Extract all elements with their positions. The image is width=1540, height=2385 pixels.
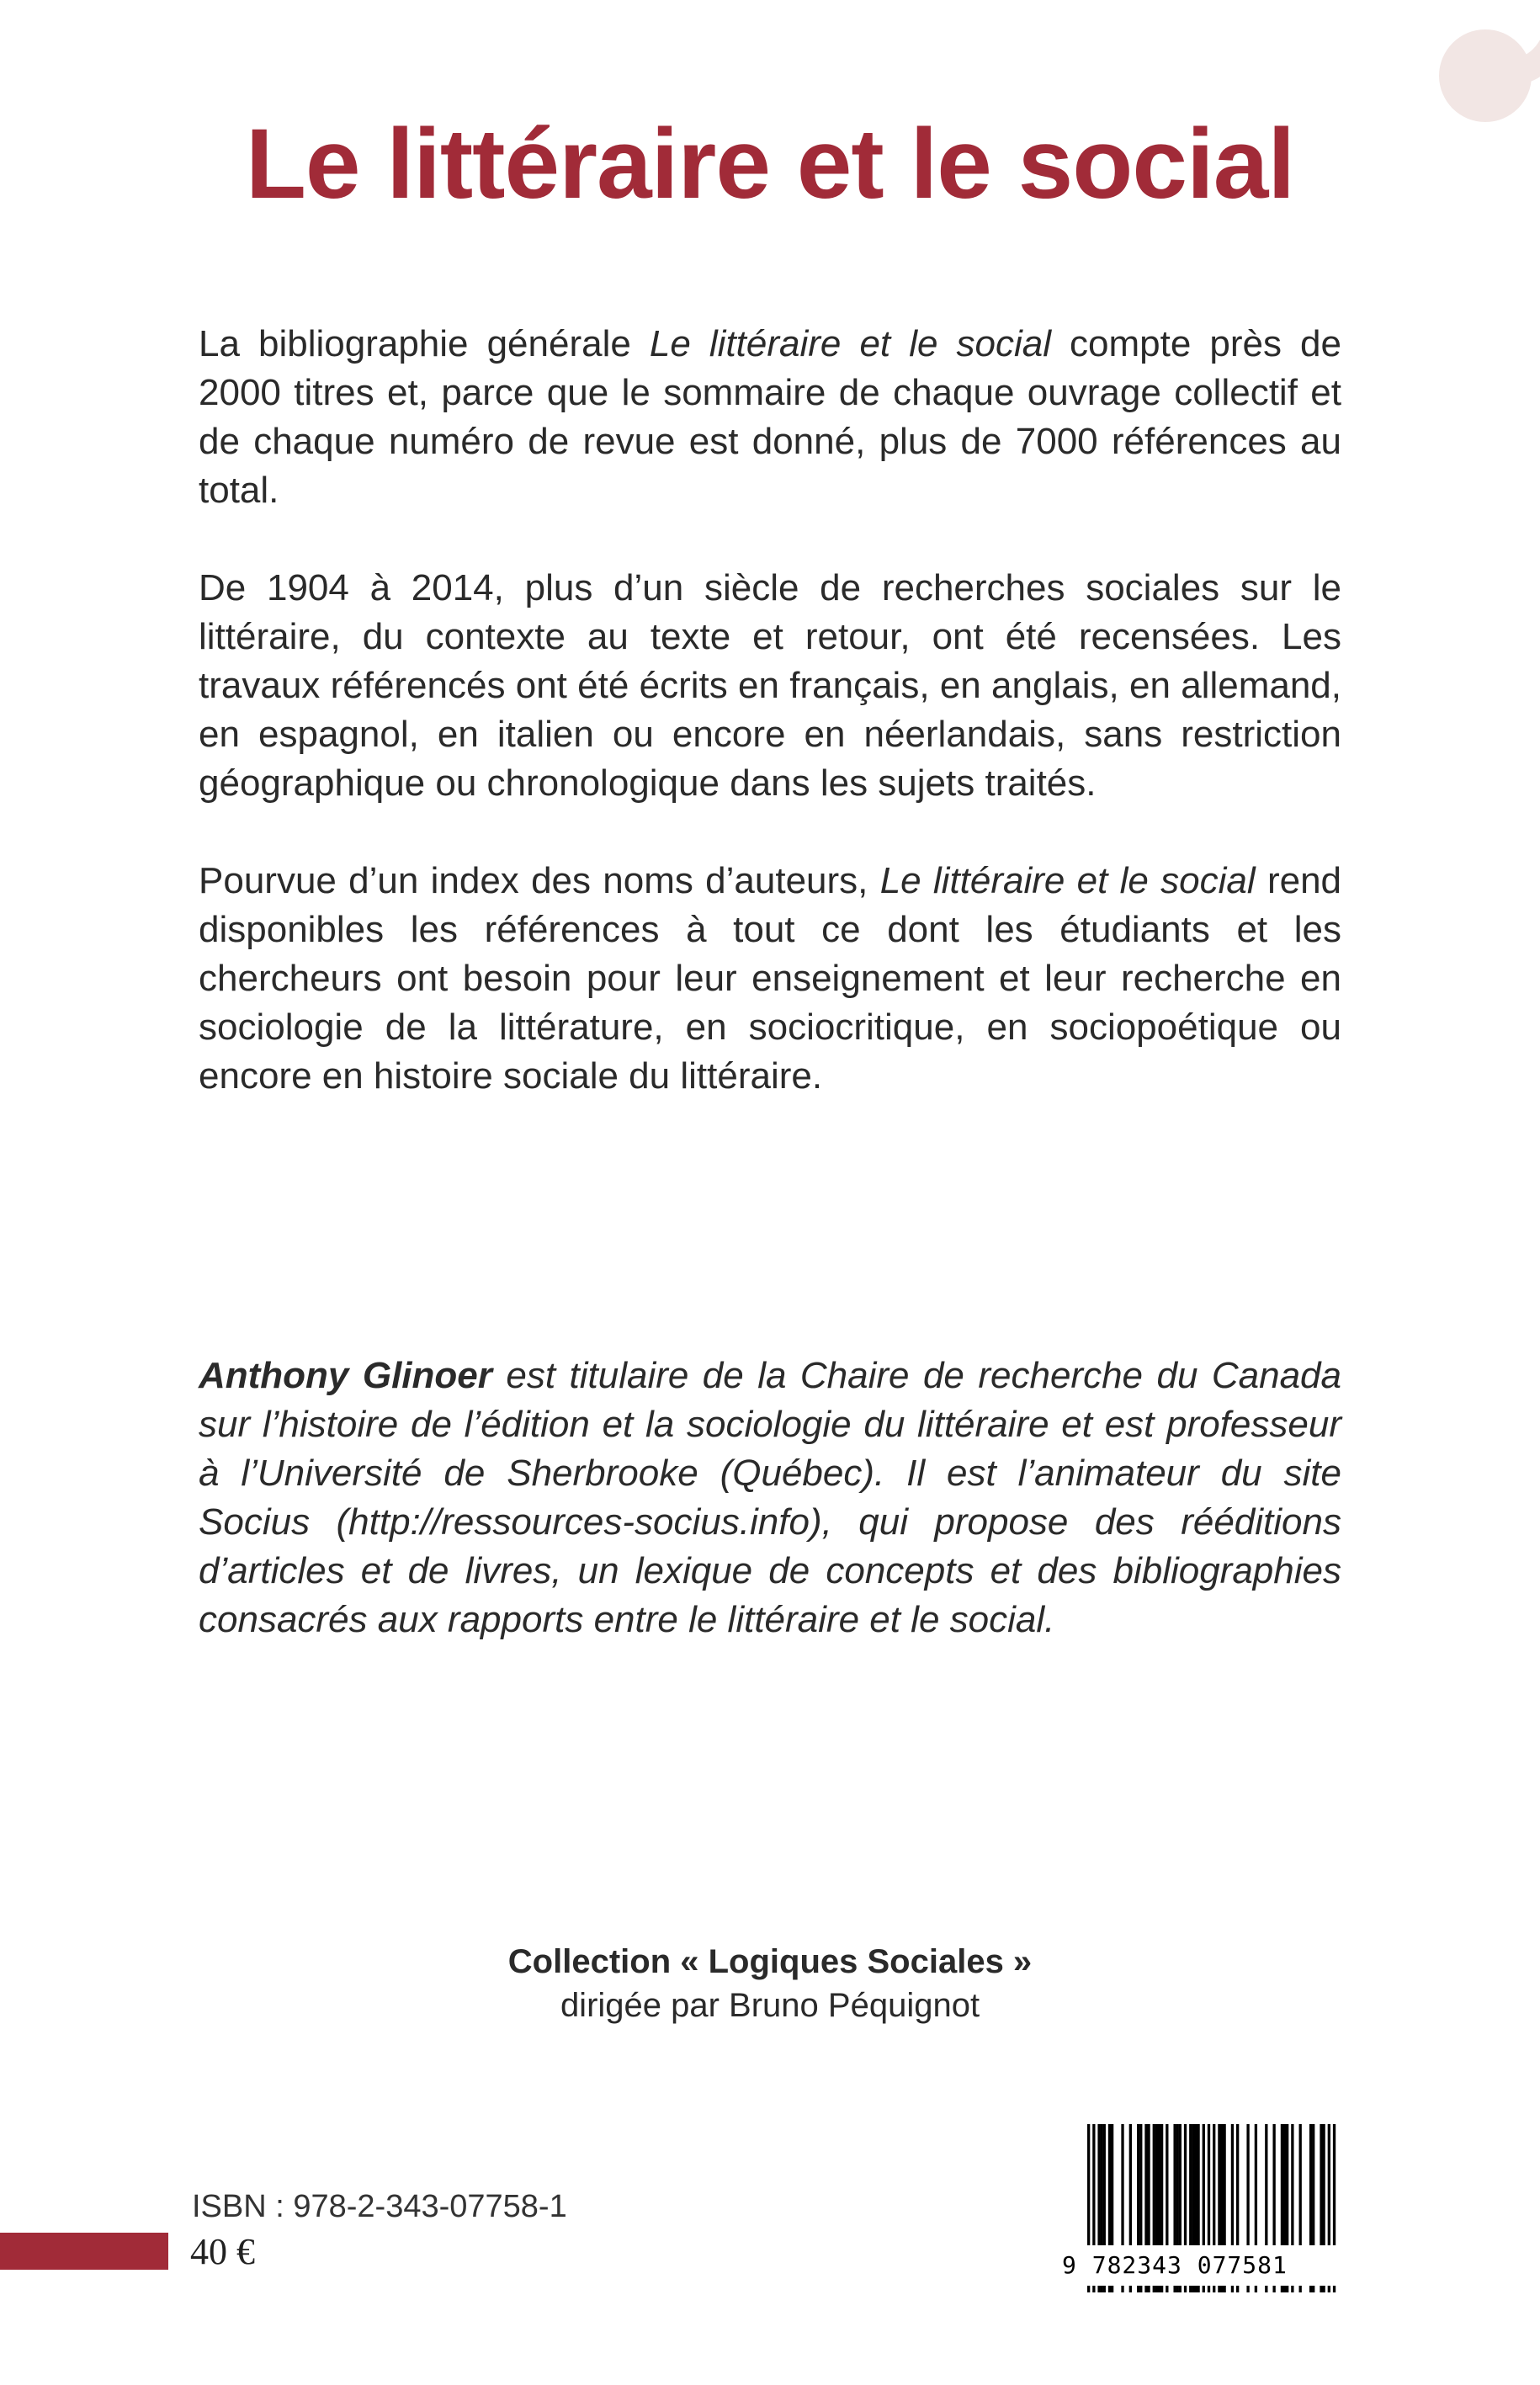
author-name: Anthony Glinoer bbox=[199, 1355, 492, 1396]
price-accent-bar bbox=[0, 2233, 168, 2270]
description-paragraph-1: La bibliographie générale Le littéraire et le social compte près de 2000 titres et, parce que le sommaire de chaque ouvrage collectif et de chaque numéro de revue est donné, plus de 7000 références au total. bbox=[199, 323, 1342, 511]
collection-info bbox=[0, 1940, 1540, 2027]
book-title-reference: Le littéraire et le social bbox=[879, 860, 1256, 901]
author-bio-text: est titulaire de la Chaire de recherche du Canada sur l’histoire de l’édition et la sociologie du littéraire et est professeur à l’Université de Sherbrooke (Québec). Il est l’animateur du site Socius (http://ressources-socius.info), qui propose des rééditions d’articles et de livres, un lexique de concepts et des bibliographies consacrés aux rapports entre le littéraire et le social. bbox=[199, 1355, 1342, 1640]
collection-name: Collection « Logiques Sociales » bbox=[507, 1943, 1033, 1980]
book-title: Le littéraire et le social bbox=[245, 109, 1295, 220]
book-title-reference: Le littéraire et le social bbox=[649, 323, 1051, 364]
price-label: 40 € bbox=[190, 2231, 255, 2272]
description-paragraph-2: De 1904 à 2014, plus d’un siècle de recherches sociales sur le littéraire, du contexte au texte et retour, ont été recensées. Les travaux référencés ont été écrits en français, en anglais, en allemand, en espagnol, en italien ou encore en néerlandais, sans restriction géographique ou chronologique dans les sujets traités. bbox=[199, 567, 1341, 804]
author-bio bbox=[199, 1352, 1341, 1644]
collection-director: dirigée par Bruno Péquignot bbox=[560, 1987, 980, 2024]
isbn-label: ISBN : 978-2-343-07758-1 bbox=[192, 2189, 567, 2224]
barcode-digits: 9 782343 077581 bbox=[1062, 2245, 1340, 2286]
description-paragraph-3: Pourvue d’un index des noms d’auteurs, Le littéraire et le social rend disponibles les références à tout ce dont les étudiants et les chercheurs ont besoin pour leur enseignement et leur recherche en sociologie de la littérature, en sociocritique, en sociopoétique ou encore en histoire sociale du littéraire. bbox=[199, 860, 1342, 1097]
book-description bbox=[199, 320, 1341, 1150]
